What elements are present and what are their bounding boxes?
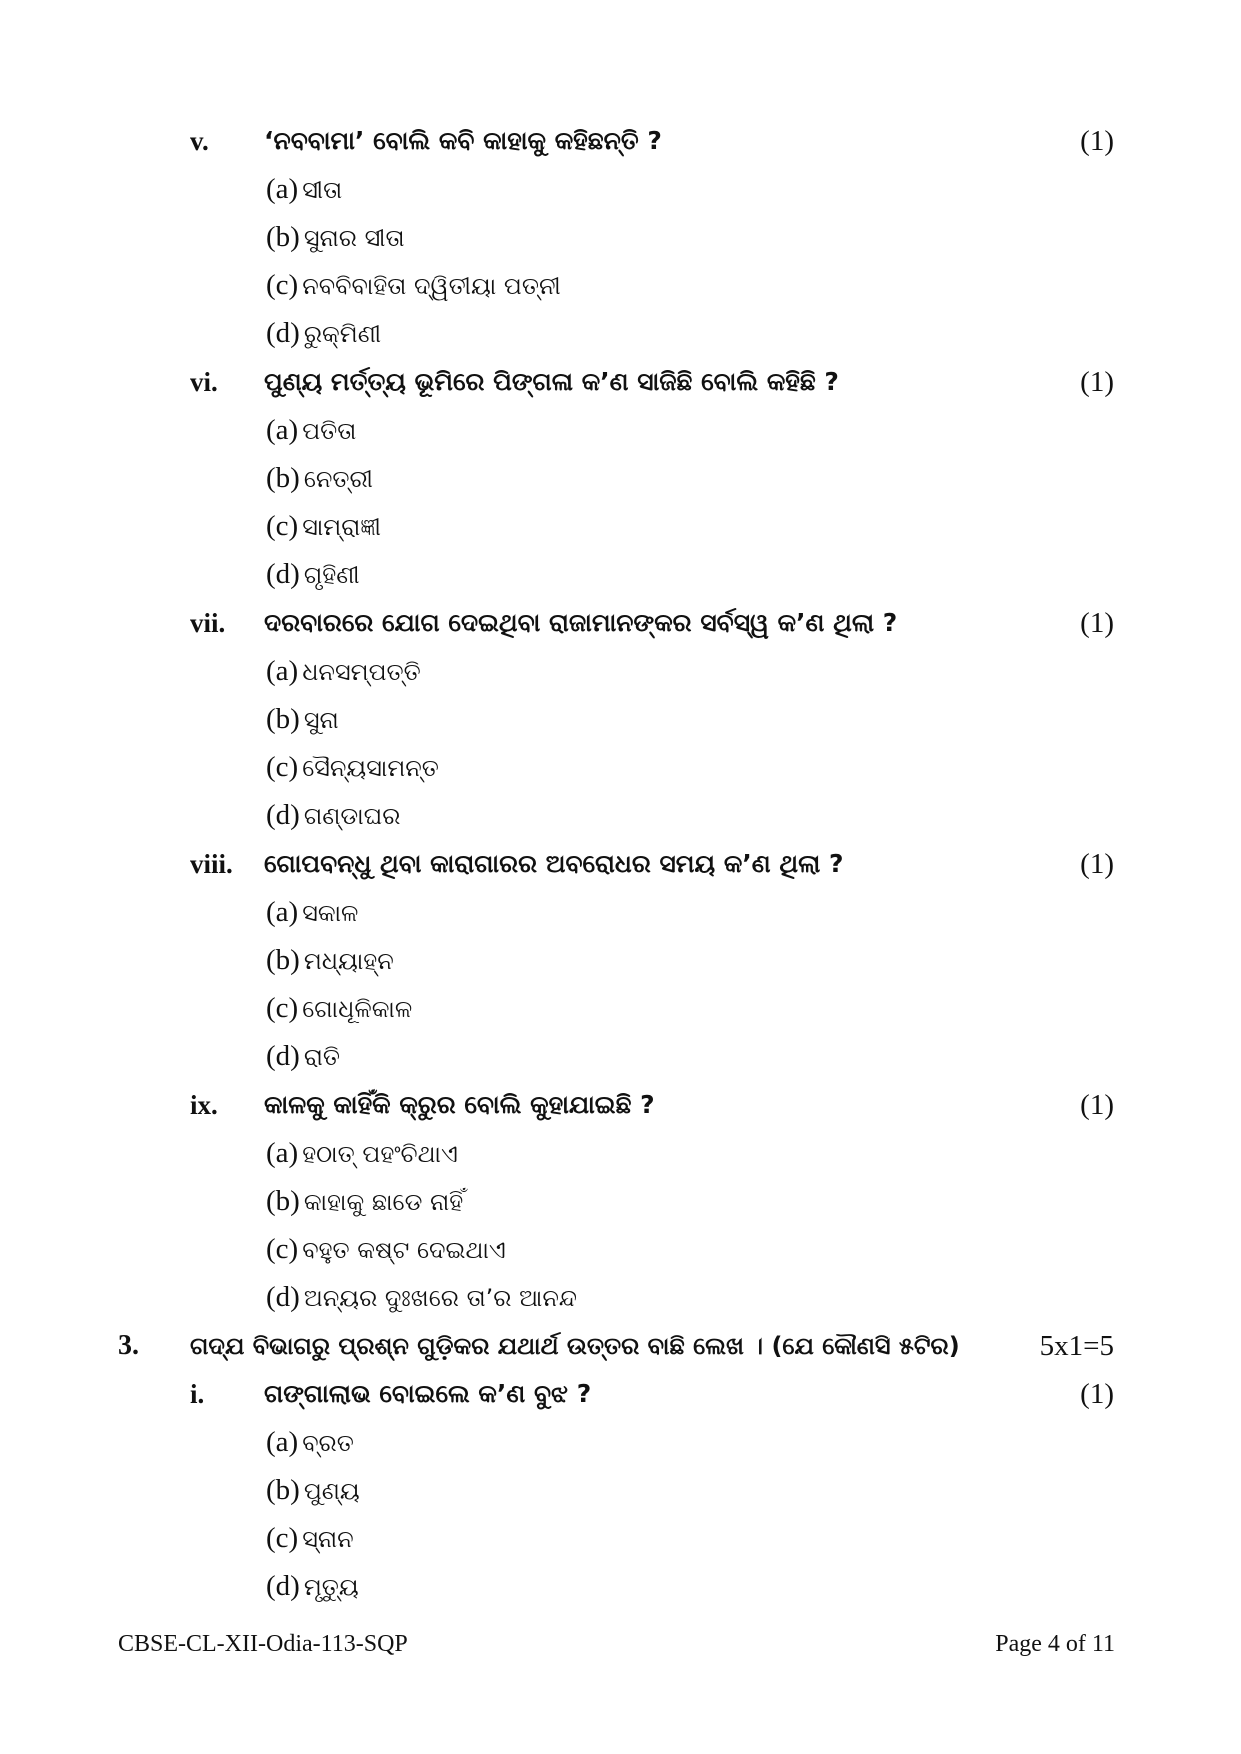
option-text: ରାତି <box>303 1043 341 1071</box>
option-text: ସୀତା <box>302 176 343 204</box>
option-c <box>266 503 381 549</box>
option-d <box>266 1563 359 1609</box>
option-text: ସକାଳ <box>302 899 359 927</box>
option-a <box>266 1130 458 1176</box>
question-number: vi. <box>190 367 218 397</box>
option-letter: (a) <box>266 896 299 928</box>
option-a <box>266 407 356 453</box>
option-letter: (c) <box>266 751 299 783</box>
option-text: ସୁନା <box>303 706 339 734</box>
option-a <box>266 889 358 935</box>
option-letter: (d) <box>266 1040 300 1072</box>
option-text: ହଠାତ୍ ପହଂଚିଥାଏ <box>302 1140 458 1168</box>
question-v <box>0 117 1241 165</box>
option-text: ଅନ୍ୟର ଦୁଃଖରେ ତା’ର ଆନନ୍ଦ <box>303 1284 577 1312</box>
question-marks: (1) <box>1080 607 1114 639</box>
option-text: ସାମ୍ରାଜ୍ଞୀ <box>302 513 381 541</box>
question-number: ix. <box>190 1090 218 1120</box>
option-d <box>266 551 360 597</box>
option-b <box>266 455 373 501</box>
option-letter: (b) <box>266 221 300 253</box>
option-c <box>266 744 439 790</box>
option-letter: (a) <box>266 173 299 205</box>
option-b <box>266 1467 360 1513</box>
question-marks: (1) <box>1080 1089 1114 1121</box>
option-text: ସୈନ୍ୟସାମନ୍ତ <box>302 754 439 782</box>
option-letter: (d) <box>266 317 300 349</box>
question-marks: (1) <box>1080 125 1114 157</box>
option-letter: (d) <box>266 1281 300 1313</box>
option-letter: (d) <box>266 1570 300 1602</box>
question-text: ଦରବାରରେ ଯୋଗ ଦେଇଥିବା ରାଜାମାନଙ୍କର ସର୍ବସ୍ୱ କ’ଣ ଥିଲା ? <box>264 608 898 637</box>
option-text: ମଧ୍ୟାହ୍ନ <box>303 947 394 975</box>
option-text: ଧନସମ୍ପତ୍ତି <box>302 658 421 686</box>
option-a <box>266 648 421 694</box>
option-letter: (a) <box>266 655 299 687</box>
option-letter: (c) <box>266 992 299 1024</box>
section-3-heading <box>0 1322 1241 1370</box>
option-letter: (c) <box>266 269 299 301</box>
question-number: vii. <box>190 608 226 638</box>
question-number: viii. <box>190 849 233 879</box>
option-text: ନେତ୍ରୀ <box>303 465 373 493</box>
question-marks: (1) <box>1080 848 1114 880</box>
question-viii <box>0 840 1241 888</box>
option-text: ସୁନାର ସୀତା <box>303 224 405 252</box>
footer-page-number: Page 4 of 11 <box>995 1631 1115 1657</box>
option-letter: (b) <box>266 703 300 735</box>
option-text: ଗୃହିଣୀ <box>303 561 360 589</box>
option-c <box>266 1226 506 1272</box>
section-number: 3. <box>118 1330 139 1361</box>
option-text: ସ୍ନାନ <box>302 1525 354 1553</box>
question-text: ପୁଣ୍ୟ ମର୍ତ୍ତ୍ୟ ଭୂମିରେ ପିଙ୍ଗଳା କ’ଣ ସାଜିଛି ବୋଲି କହିଛି ? <box>264 367 839 396</box>
question-vii <box>0 599 1241 647</box>
option-letter: (c) <box>266 510 299 542</box>
footer-paper-code: CBSE-CL-XII-Odia-113-SQP <box>118 1631 408 1657</box>
option-letter: (c) <box>266 1233 299 1265</box>
question-text: କାଳକୁ କାହିଁକି କ୍ରୁର ବୋଲି କୁହାଯାଇଛି ? <box>264 1090 655 1119</box>
option-text: ପୁଣ୍ୟ <box>303 1477 360 1505</box>
question-number: v. <box>190 126 209 156</box>
option-letter: (d) <box>266 558 300 590</box>
option-text: ରୁକ୍ମିଣୀ <box>303 320 382 348</box>
option-c <box>266 1515 354 1561</box>
question-3-i <box>0 1370 1241 1418</box>
section-marks: 5x1=5 <box>1039 1330 1114 1362</box>
option-c <box>266 985 412 1031</box>
option-d <box>266 1274 577 1320</box>
option-text: ପତିତା <box>302 417 357 445</box>
option-letter: (b) <box>266 1185 300 1217</box>
option-d <box>266 792 400 838</box>
option-letter: (b) <box>266 944 300 976</box>
option-c <box>266 262 561 308</box>
option-letter: (b) <box>266 462 300 494</box>
option-b <box>266 696 339 742</box>
option-text: ମୃତ୍ୟୁ <box>303 1573 359 1601</box>
option-text: ଗୋଧୂଳିକାଳ <box>302 995 413 1023</box>
option-text: ଗଣ୍ଡାଘର <box>303 802 401 830</box>
question-vi <box>0 358 1241 406</box>
option-letter: (b) <box>266 1474 300 1506</box>
option-b <box>266 937 394 983</box>
question-ix <box>0 1081 1241 1129</box>
option-text: ବ୍ରତ <box>302 1429 354 1457</box>
question-text: ଗଙ୍ଗାଲାଭ ବୋଇଲେ କ’ଣ ବୁଝ ? <box>264 1379 592 1408</box>
option-a <box>266 1419 354 1465</box>
option-letter: (a) <box>266 1426 299 1458</box>
option-d <box>266 1033 340 1079</box>
question-text: ଗୋପବନ୍ଧୁ ଥିବା କାରାଗାରର ଅବରୋଧର ସମୟ କ’ଣ ଥିଲା ? <box>264 849 844 878</box>
option-text: କାହାକୁ ଛାଡେ ନାହିଁ <box>303 1188 464 1216</box>
option-b <box>266 1178 463 1224</box>
option-letter: (a) <box>266 1137 299 1169</box>
section-instruction: ଗଦ୍ଯ ବିଭାଗରୁ ପ୍ରଶ୍ନ ଗୁଡ଼ିକର ଯଥାର୍ଥ ଉତ୍ତର ବାଛି ଲେଖ । (ଯେ କୌଣସି ୫ଟିର) <box>190 1332 960 1360</box>
question-marks: (1) <box>1080 366 1114 398</box>
question-number: i. <box>190 1379 205 1409</box>
option-text: ନବବିବାହିତା ଦ୍ୱିତୀୟା ପତ୍ନୀ <box>302 272 561 300</box>
option-d <box>266 310 381 356</box>
question-marks: (1) <box>1080 1378 1114 1410</box>
option-letter: (d) <box>266 799 300 831</box>
option-text: ବହୁତ କଷ୍ଟ ଦେଇଥାଏ <box>302 1236 506 1264</box>
option-b <box>266 214 405 260</box>
option-letter: (c) <box>266 1522 299 1554</box>
option-letter: (a) <box>266 414 299 446</box>
question-text: ‘ନବବାମା’ ବୋଲି କବି କାହାକୁ କହିଛନ୍ତି ? <box>264 126 662 155</box>
option-a <box>266 166 342 212</box>
